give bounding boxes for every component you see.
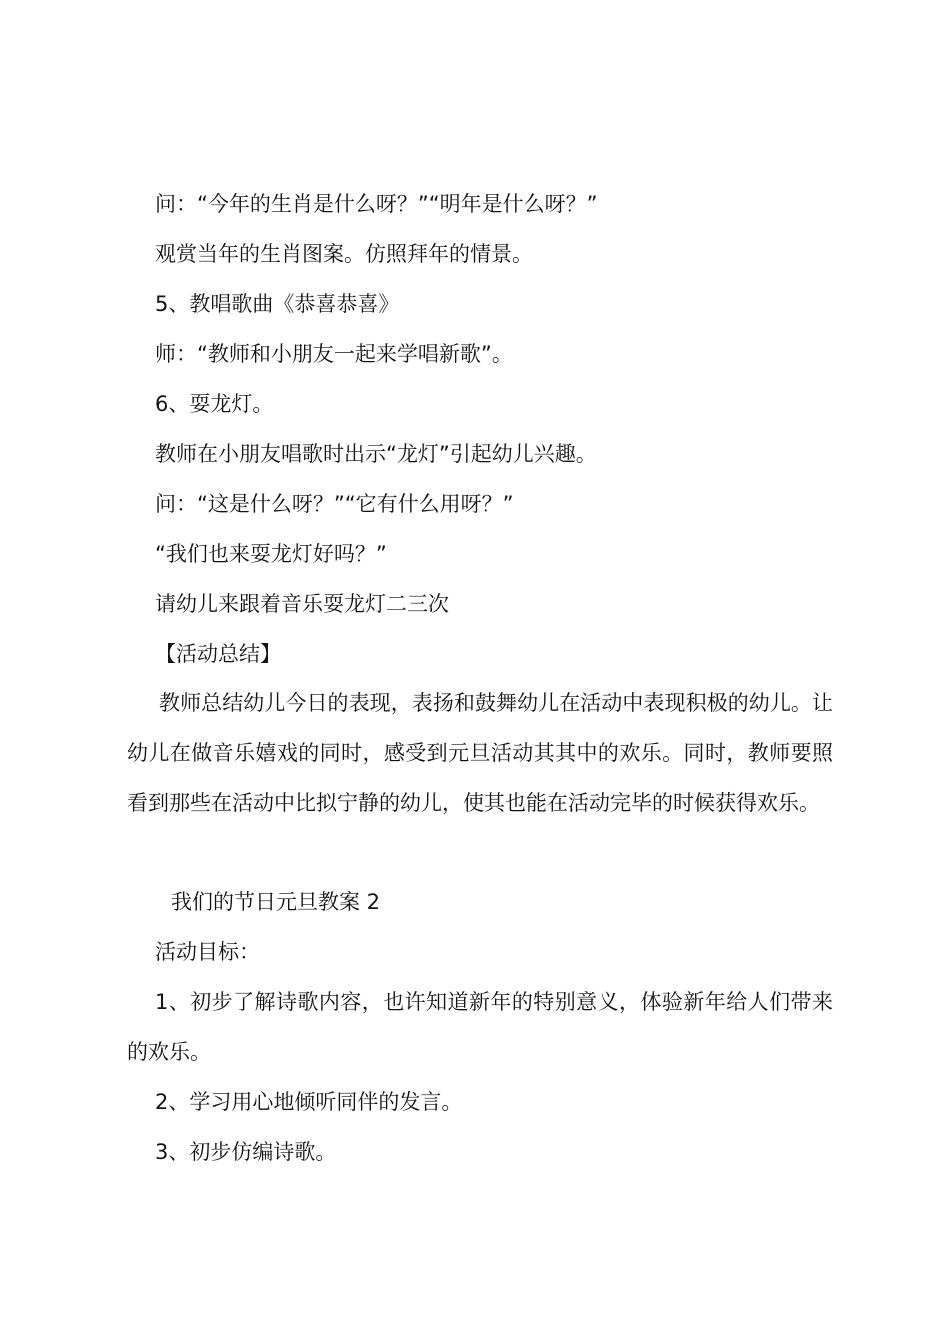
text-line-lets-play: “我们也来耍龙灯好吗？” bbox=[155, 542, 387, 566]
goal-2-line: 2、学习用心地倾听同伴的发言。 bbox=[155, 1090, 463, 1114]
text-line-question-zodiac: 问：“今年的生肖是什么呀？”“明年是什么呀？” bbox=[155, 192, 598, 216]
text-line-teacher-says: 师：“教师和小朋友一起来学唱新歌”。 bbox=[155, 342, 513, 366]
text-line-step-6: 6、耍龙灯。 bbox=[155, 392, 274, 416]
section-title: 我们的节日元旦教案 2 bbox=[171, 890, 381, 914]
text-line-question-what: 问：“这是什么呀？”“它有什么用呀？” bbox=[155, 492, 514, 516]
summary-paragraph: 教师总结幼儿今日的表现，表扬和鼓舞幼儿在活动中表现积极的幼儿。让幼儿在做音乐嬉戏的同时，感受到元旦活动其其中的欢乐。同时，教师要照看到那些在活动中比拟宁静的幼儿，使其也能在活动完毕的时候获得欢乐。 bbox=[127, 691, 833, 815]
goal-3-line: 3、初步仿编诗歌。 bbox=[155, 1140, 337, 1164]
goals-heading: 活动目标： bbox=[155, 940, 260, 964]
heading-activity-summary: 【活动总结】 bbox=[155, 642, 281, 666]
goal-1-paragraph: 1、初步了解诗歌内容，也许知道新年的特别意义，体验新年给人们带来的欢乐。 bbox=[127, 990, 833, 1064]
text-line-play-twice: 请幼儿来跟着音乐耍龙灯二三次 bbox=[155, 592, 449, 616]
text-line-view-zodiac: 观赏当年的生肖图案。仿照拜年的情景。 bbox=[155, 242, 533, 266]
text-line-step-5: 5、教唱歌曲《恭喜恭喜》 bbox=[155, 292, 400, 316]
text-line-show-dragon-lantern: 教师在小朋友唱歌时出示“龙灯”引起幼儿兴趣。 bbox=[155, 442, 597, 466]
